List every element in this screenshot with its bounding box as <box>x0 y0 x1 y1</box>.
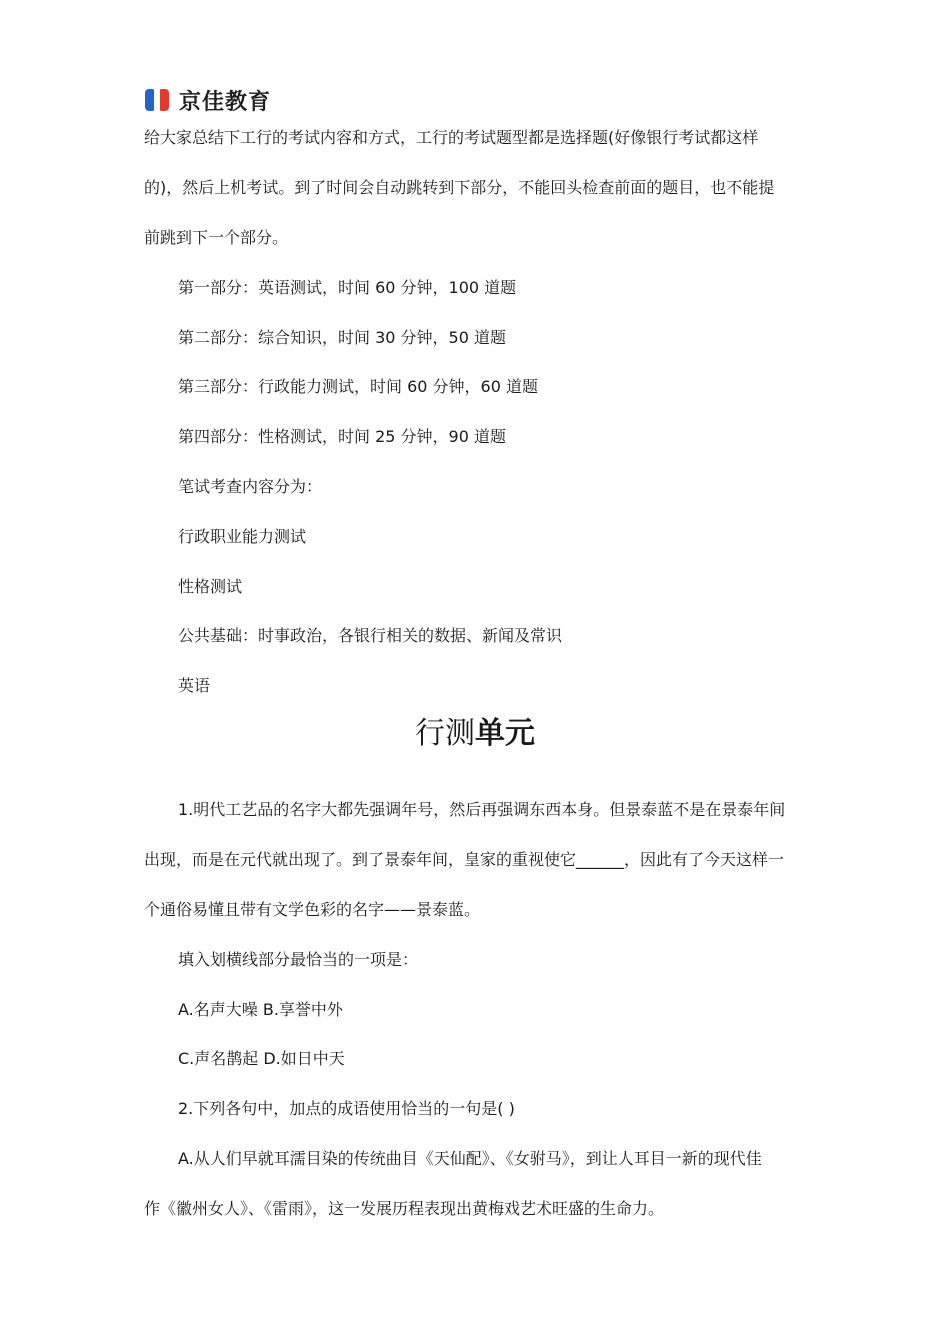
q1-options-row-2: C.声名鹊起 D.如日中天 <box>178 1049 345 1068</box>
intro-line-3: 前跳到下一个部分。 <box>144 228 289 247</box>
jj-logo-icon <box>145 87 173 113</box>
content-intro: 笔试考查内容分为： <box>178 477 323 496</box>
section-title-part1: 行测 <box>415 716 475 751</box>
brand-logo <box>145 86 271 114</box>
q1-options-row-1: A.名声大噪 B.享誉中外 <box>178 1000 343 1019</box>
content-item: 行政职业能力测试 <box>178 527 307 546</box>
part-item: 第四部分：性格测试，时间 25 分钟，90 道题 <box>178 427 506 446</box>
intro-line-2: 的)，然后上机考试。到了时间会自动跳转到下部分，不能回头检查前面的题目，也不能提 <box>144 178 775 197</box>
q1-prompt: 填入划横线部分最恰当的一项是： <box>178 950 419 969</box>
section-title-part2: 单元 <box>475 716 535 751</box>
content-item: 英语 <box>178 676 211 695</box>
section-title <box>0 714 950 754</box>
intro-line-1: 给大家总结下工行的考试内容和方式，工行的考试题型都是选择题(好像银行考试都这样 <box>144 128 759 147</box>
q2-option-a-line-2: 作《徽州女人》、《雷雨》，这一发展历程表现出黄梅戏艺术旺盛的生命力。 <box>144 1199 665 1218</box>
content-item: 公共基础：时事政治，各银行相关的数据、新闻及常识 <box>178 626 563 645</box>
part-item: 第二部分：综合知识，时间 30 分钟，50 道题 <box>178 328 506 347</box>
part-item: 第三部分：行政能力测试，时间 60 分钟，60 道题 <box>178 377 538 396</box>
q1-line-2: 出现，而是在元代就出现了。到了景泰年间，皇家的重视使它______，因此有了今天这样一 <box>144 850 785 869</box>
content-item: 性格测试 <box>178 577 243 596</box>
part-item: 第一部分：英语测试，时间 60 分钟，100 道题 <box>178 278 517 297</box>
q2-option-a-line-1: A.从人们早就耳濡目染的传统曲目《天仙配》、《女驸马》，到让人耳目一新的现代佳 <box>178 1149 762 1168</box>
q1-line-3: 个通俗易懂且带有文学色彩的名字——景泰蓝。 <box>144 900 481 919</box>
logo-text: 京佳教育 <box>179 89 272 115</box>
q1-line-1: 1.明代工艺品的名字大都先强调年号，然后再强调东西本身。但景泰蓝不是在景泰年间 <box>178 800 786 819</box>
q2-stem: 2.下列各句中，加点的成语使用恰当的一句是( ) <box>178 1099 515 1118</box>
